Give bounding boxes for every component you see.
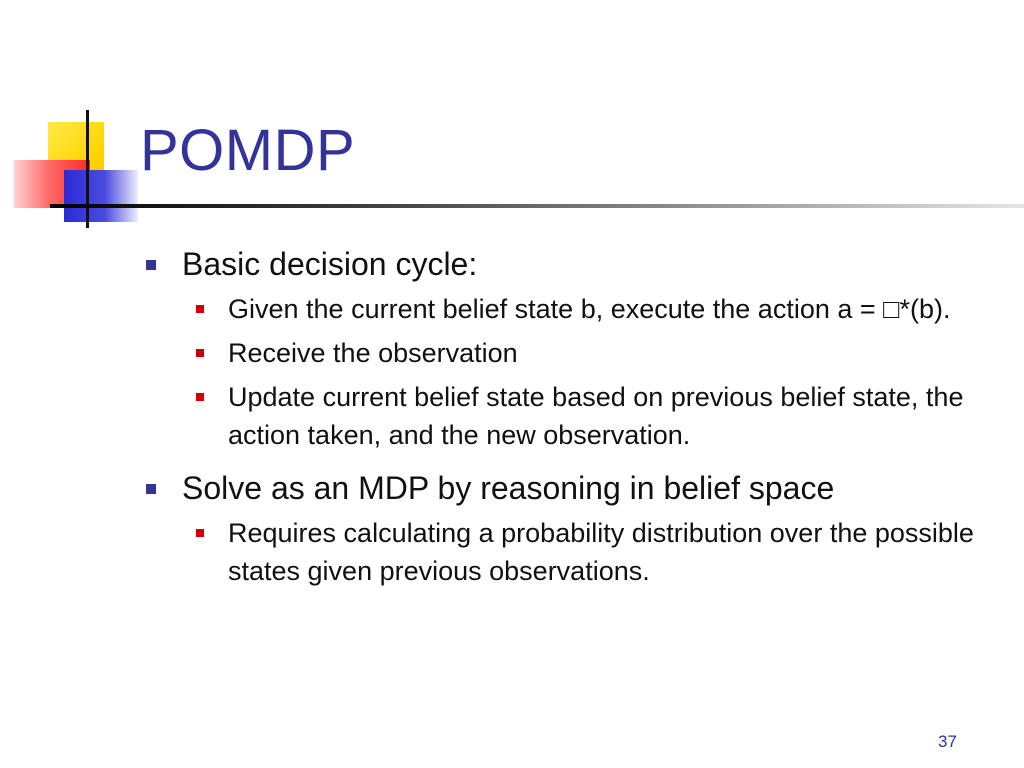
bullet-square-icon (146, 260, 156, 270)
bullet-level1 (146, 468, 996, 508)
bullet-text: Solve as an MDP by reasoning in belief space (182, 470, 835, 506)
bullet-level1 (146, 244, 996, 284)
title-underline (50, 204, 1024, 208)
bullet-text: Basic decision cycle: (182, 246, 478, 282)
bullet-level2 (146, 290, 996, 328)
bullet-text: Given the current belief state b, execute the action a = □*(b). (228, 294, 951, 324)
slide-title: POMDP (140, 118, 356, 183)
bullet-square-icon (146, 484, 156, 494)
bullet-square-icon (196, 349, 204, 357)
decor-vertical-line (86, 110, 89, 228)
bullet-level2 (146, 334, 996, 372)
decor-blue-square (64, 170, 138, 222)
bullet-square-icon (196, 393, 204, 401)
bullet-level2 (146, 514, 996, 590)
page-number: 37 (938, 732, 957, 751)
bullet-level2 (146, 378, 996, 454)
bullet-text: Receive the observation (228, 338, 518, 368)
bullet-square-icon (196, 305, 204, 313)
bullet-text: Update current belief state based on previous belief state, the action taken, and the new observation. (228, 382, 964, 450)
bullet-text: Requires calculating a probability distribution over the possible states given previous observations. (228, 518, 974, 586)
slide-content (146, 236, 996, 590)
bullet-square-icon (196, 529, 204, 537)
